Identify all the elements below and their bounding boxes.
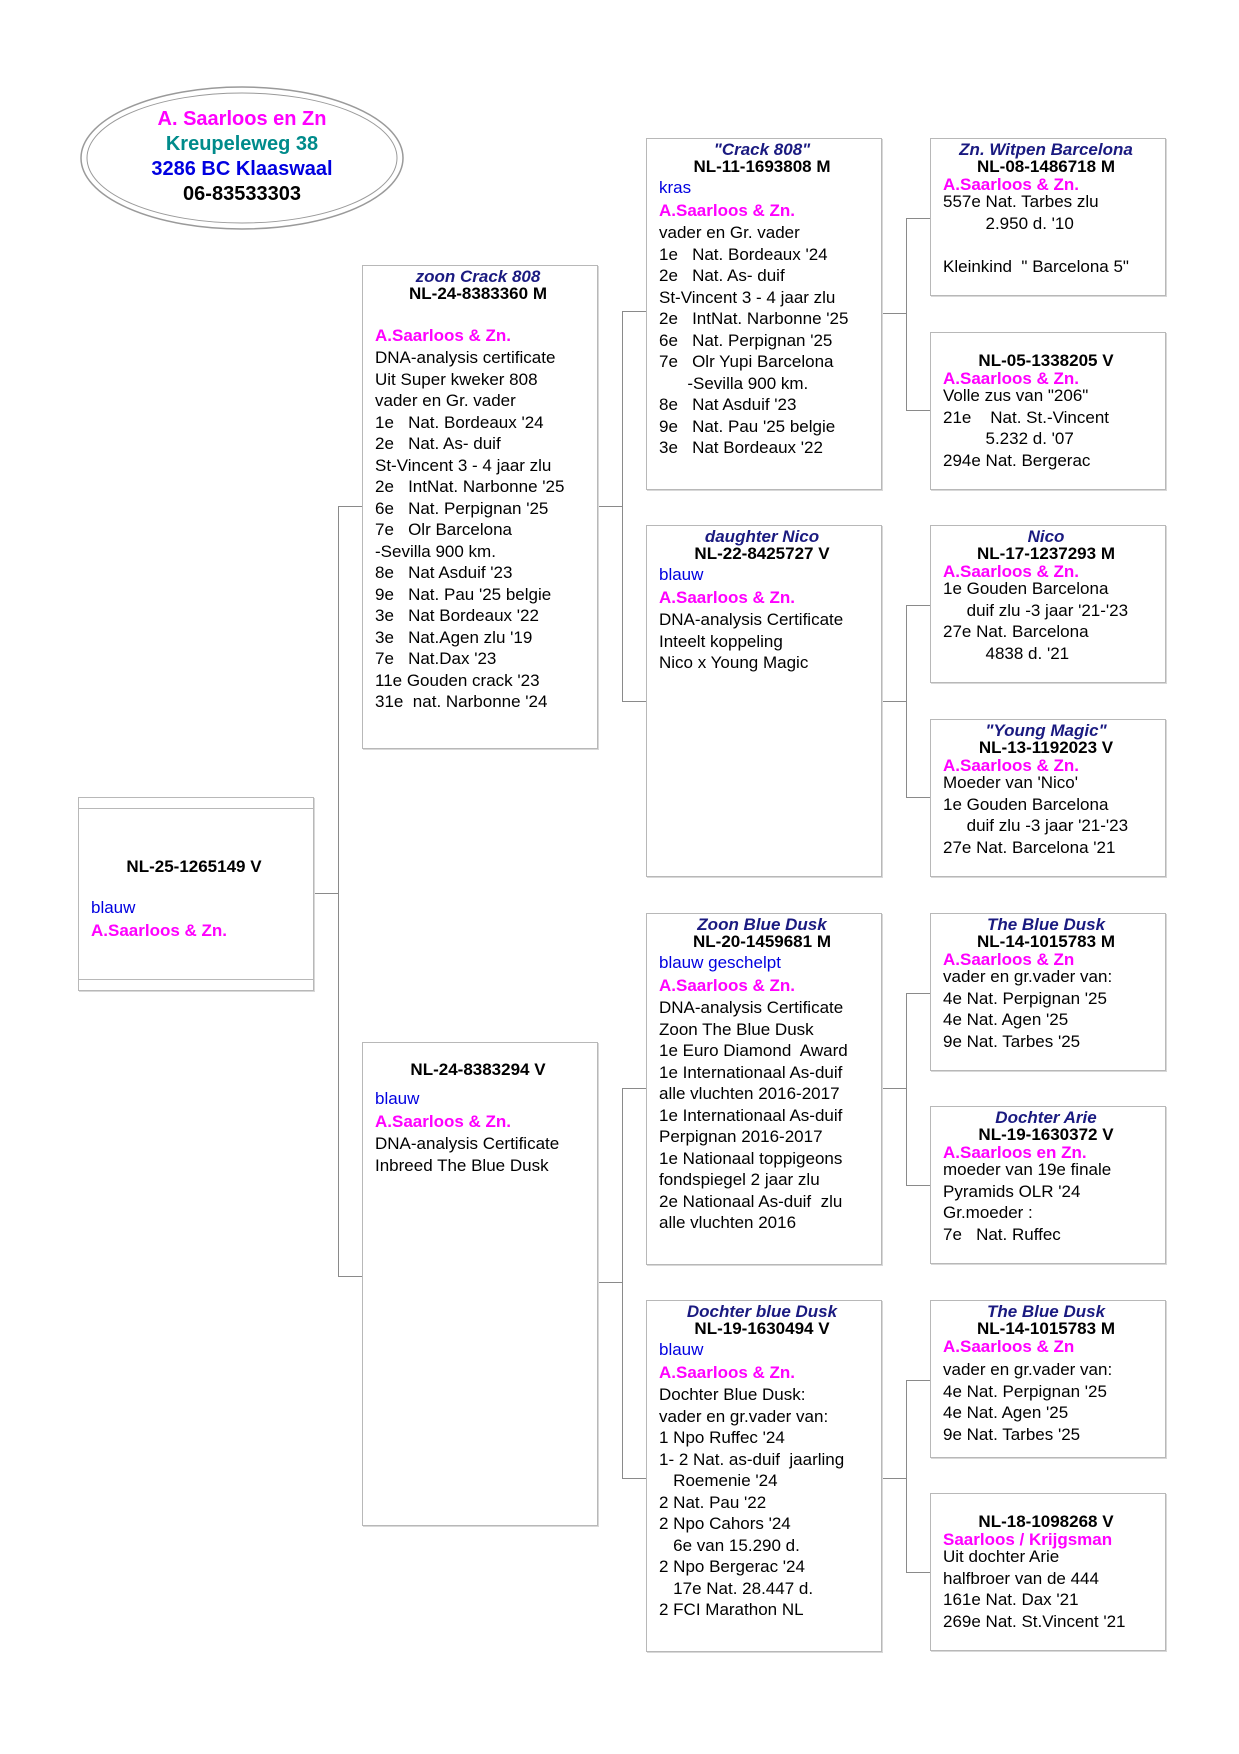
note-line: Volle zus van "206" <box>943 386 1089 405</box>
connector <box>338 506 363 507</box>
note-line: Nico x Young Magic <box>659 653 809 672</box>
note-line: 7e Nat. Ruffec <box>943 1224 1061 1244</box>
connector <box>881 701 907 702</box>
note-line: 2 FCI Marathon NL <box>659 1600 804 1619</box>
note-line: 161e Nat. Dax '21 <box>943 1590 1079 1609</box>
ddd-owner: Saarloos / Krijgsman <box>943 1530 1113 1549</box>
note-line: 2 Npo Bergerac '24 <box>659 1557 805 1576</box>
dss-owner: A.Saarloos & Zn <box>943 950 1075 969</box>
note-line: Inteelt koppeling <box>659 631 783 651</box>
note-line: duif zlu -3 jaar '21-'23 <box>943 600 1129 620</box>
sire-title: zoon Crack 808 <box>415 267 541 286</box>
connector <box>906 1572 931 1573</box>
connector <box>313 893 339 894</box>
sd-owner: A.Saarloos & Zn. <box>659 588 796 607</box>
note-line: Perpignan 2016-2017 <box>659 1127 823 1146</box>
ss-color: kras <box>659 178 692 197</box>
subject-ring-number: NL-25-1265149 V <box>126 857 262 876</box>
note-line: 1e Nationaal toppigeons <box>659 1148 843 1168</box>
note-line: 9e Nat. Pau '25 belgie <box>659 416 836 436</box>
note-line: 1 Npo Ruffec '24 <box>659 1428 785 1447</box>
connector <box>597 506 623 507</box>
dam-color: blauw <box>375 1089 420 1108</box>
connector <box>881 1088 907 1089</box>
dd-owner: A.Saarloos & Zn. <box>659 1363 796 1382</box>
note-line: 5.232 d. '07 <box>943 429 1074 448</box>
dam-card <box>362 1042 598 1526</box>
note-line: Moeder van 'Nico' <box>943 773 1078 792</box>
sire-card <box>362 265 598 749</box>
note-line: Uit Super kweker 808 <box>375 369 538 389</box>
note-line: 27e Nat. Barcelona '21 <box>943 837 1116 857</box>
dam-sire-card <box>646 913 882 1265</box>
connector <box>906 797 931 798</box>
connector <box>338 506 339 1276</box>
ds-title: Zoon Blue Dusk <box>697 915 827 934</box>
note-line: DNA-analysis Certificate <box>375 1134 560 1153</box>
note-line: moeder van 19e finale <box>943 1160 1112 1179</box>
sss-ring-number: NL-08-1486718 M <box>977 157 1115 176</box>
note-line: 8e Nat Asduif '23 <box>659 395 797 414</box>
note-line: 1e Nat. Bordeaux '24 <box>659 244 828 264</box>
note-line <box>943 234 1161 256</box>
connector <box>622 311 623 702</box>
note-line: duif zlu -3 jaar '21-'23 <box>943 816 1129 835</box>
breeder-name: A. Saarloos en Zn <box>157 108 327 130</box>
note-line: 31e nat. Narbonne '24 <box>375 692 548 711</box>
note-line: 2e Nat. As- duif <box>375 434 501 453</box>
note-line: 2 Nat. Pau '22 <box>659 1492 767 1512</box>
sire-owner: A.Saarloos & Zn. <box>375 326 512 345</box>
ggp-card-dsd <box>930 1106 1166 1264</box>
note-line: 269e Nat. St.Vincent '21 <box>943 1611 1126 1631</box>
note-line: 4e Nat. Perpignan '25 <box>943 988 1107 1008</box>
note-line: 3e Nat.Agen zlu '19 <box>375 627 533 647</box>
dsd-ring-number: NL-19-1630372 V <box>978 1125 1114 1144</box>
ggp-card-sds <box>930 525 1166 683</box>
connector <box>622 311 647 312</box>
connector <box>622 701 647 702</box>
note-line: fondspiegel 2 jaar zlu <box>659 1170 820 1189</box>
note-line: Zoon The Blue Dusk <box>659 1019 814 1039</box>
connector <box>906 605 907 798</box>
dam-dam-card <box>646 1300 882 1652</box>
note-line: DNA-analysis certificate <box>375 348 556 367</box>
dd-ring-number: NL-19-1630494 V <box>694 1319 830 1338</box>
dsd-title: Dochter Arie <box>995 1108 1097 1127</box>
ddd-ring-number: NL-18-1098268 V <box>978 1512 1114 1531</box>
note-line: DNA-analysis Certificate <box>659 998 844 1017</box>
dam-ring-number: NL-24-8383294 V <box>410 1060 546 1079</box>
note-line: 9e Nat. Pau '25 belgie <box>375 584 552 604</box>
note-line: Kleinkind " Barcelona 5" <box>943 256 1129 276</box>
note-line: St-Vincent 3 - 4 jaar zlu <box>659 287 836 307</box>
sds-title: Nico <box>1027 527 1065 546</box>
sss-owner: A.Saarloos & Zn. <box>943 175 1080 194</box>
dss-title: The Blue Dusk <box>986 915 1106 934</box>
note-line: 2 Npo Cahors '24 <box>659 1514 791 1533</box>
connector <box>338 1276 363 1277</box>
note-line: vader en gr.vader van: <box>659 1406 829 1426</box>
note-line: 1e Internationaal As-duif <box>659 1105 843 1125</box>
note-line: Gr.moeder : <box>943 1203 1033 1222</box>
connector <box>906 218 907 411</box>
ggp-card-dds <box>930 1300 1166 1458</box>
note-line: halfbroer van de 444 <box>943 1568 1099 1588</box>
sire-ring-number: NL-24-8383360 M <box>409 284 547 303</box>
note-line: Roemenie '24 <box>659 1471 778 1490</box>
note-line: St-Vincent 3 - 4 jaar zlu <box>375 455 552 475</box>
note-line: 21e Nat. St.-Vincent <box>943 407 1109 427</box>
ss-title: "Crack 808" <box>713 140 811 159</box>
dss-ring-number: NL-14-1015783 M <box>977 932 1115 951</box>
dds-title: The Blue Dusk <box>986 1302 1106 1321</box>
note-line: Uit dochter Arie <box>943 1547 1060 1566</box>
note-line: 294e Nat. Bergerac <box>943 450 1091 470</box>
ggp-card-ssd <box>930 332 1166 490</box>
sd-ring-number: NL-22-8425727 V <box>694 544 830 563</box>
dds-ring-number: NL-14-1015783 M <box>977 1319 1115 1338</box>
connector <box>906 993 931 994</box>
sire-notes <box>375 347 593 713</box>
ds-ring-number: NL-20-1459681 M <box>693 932 831 951</box>
note-line: Dochter Blue Dusk: <box>659 1385 806 1404</box>
breeder-phone: 06-83533303 <box>183 183 301 205</box>
connector <box>906 410 931 411</box>
note-line: 4838 d. '21 <box>943 643 1070 663</box>
connector <box>906 1185 931 1186</box>
note-line: 1- 2 Nat. as-duif jaarling <box>659 1449 845 1469</box>
connector <box>906 1380 907 1573</box>
note-line: DNA-analysis Certificate <box>659 610 844 629</box>
dd-color: blauw <box>659 1340 704 1359</box>
note-line: -Sevilla 900 km. <box>659 373 809 393</box>
note-line: 1e Euro Diamond Award <box>659 1041 848 1060</box>
note-line: 8e Nat Asduif '23 <box>375 563 513 582</box>
note-line: Pyramids OLR '24 <box>943 1181 1081 1201</box>
ggp-card-sss <box>930 138 1166 296</box>
note-line: vader en Gr. vader <box>375 391 516 410</box>
connector <box>906 605 931 606</box>
connector <box>622 1088 647 1089</box>
note-line: 27e Nat. Barcelona <box>943 622 1089 641</box>
sds-owner: A.Saarloos & Zn. <box>943 562 1080 581</box>
ds-color: blauw geschelpt <box>659 953 781 972</box>
note-line: 6e Nat. Perpignan '25 <box>659 330 833 350</box>
note-line: 2e IntNat. Narbonne '25 <box>375 477 565 496</box>
sdd-title: "Young Magic" <box>985 721 1107 740</box>
note-line: 9e Nat. Tarbes '25 <box>943 1031 1081 1051</box>
note-line: 557e Nat. Tarbes zlu <box>943 192 1099 211</box>
note-line: 1e Gouden Barcelona <box>943 579 1109 598</box>
connector <box>622 1088 623 1479</box>
note-line: 4e Nat. Agen '25 <box>943 1010 1069 1029</box>
sire-dam-card <box>646 525 882 877</box>
connector <box>597 1282 623 1283</box>
subject-owner: A.Saarloos & Zn. <box>91 921 228 940</box>
note-line: 7e Nat.Dax '23 <box>375 649 497 668</box>
note-line: 17e Nat. 28.447 d. <box>659 1578 814 1598</box>
connector <box>906 993 907 1186</box>
connector <box>906 218 931 219</box>
note-line: 2e Nat. As- duif <box>659 266 785 285</box>
note-line: 2e IntNat. Narbonne '25 <box>659 309 849 328</box>
note-line: alle vluchten 2016 <box>659 1213 797 1232</box>
note-line: 4e Nat. Perpignan '25 <box>943 1381 1107 1401</box>
ggp-card-dss <box>930 913 1166 1071</box>
connector <box>906 1380 931 1381</box>
sss-title: Zn. Witpen Barcelona <box>959 140 1133 159</box>
breeder-street: Kreupeleweg 38 <box>165 133 319 155</box>
ss-owner: A.Saarloos & Zn. <box>659 201 796 220</box>
dam-owner: A.Saarloos & Zn. <box>375 1112 512 1131</box>
note-line: alle vluchten 2016-2017 <box>659 1084 840 1103</box>
note-line: 3e Nat Bordeaux '22 <box>375 606 539 625</box>
note-line: 2e Nationaal As-duif zlu <box>659 1191 843 1211</box>
dd-title: Dochter blue Dusk <box>686 1302 838 1321</box>
ggp-card-sdd <box>930 719 1166 877</box>
note-line: vader en gr.vader van: <box>943 1360 1113 1379</box>
note-line: 1e Internationaal As-duif <box>659 1062 843 1082</box>
ssd-owner: A.Saarloos & Zn. <box>943 369 1080 388</box>
sds-ring-number: NL-17-1237293 M <box>977 544 1115 563</box>
note-line: 4e Nat. Agen '25 <box>943 1403 1069 1422</box>
note-line: 11e Gouden crack '23 <box>375 670 540 690</box>
note-line: vader en gr.vader van: <box>943 967 1113 986</box>
note-line: 6e Nat. Perpignan '25 <box>375 498 549 518</box>
breeder-city: 3286 BC Klaaswaal <box>151 158 333 180</box>
connector <box>622 1478 647 1479</box>
dsd-owner: A.Saarloos en Zn. <box>943 1143 1087 1162</box>
note-line: 9e Nat. Tarbes '25 <box>943 1424 1081 1444</box>
connector <box>881 313 907 314</box>
subject-color: blauw <box>91 898 136 917</box>
ggp-card-ddd <box>930 1493 1166 1651</box>
sdd-ring-number: NL-13-1192023 V <box>978 738 1114 757</box>
note-line: 3e Nat Bordeaux '22 <box>659 438 823 457</box>
subject-card <box>78 797 314 991</box>
ssd-ring-number: NL-05-1338205 V <box>978 351 1114 370</box>
note-line: 6e van 15.290 d. <box>659 1535 800 1555</box>
dds-owner: A.Saarloos & Zn <box>943 1337 1075 1356</box>
note-line: vader en Gr. vader <box>659 223 800 242</box>
ds-owner: A.Saarloos & Zn. <box>659 976 796 995</box>
note-line: 2.950 d. '10 <box>943 213 1074 233</box>
note-line: -Sevilla 900 km. <box>375 541 496 561</box>
sdd-owner: A.Saarloos & Zn. <box>943 756 1080 775</box>
connector <box>881 1478 907 1479</box>
note-line: 7e Olr Barcelona <box>375 520 513 539</box>
note-line: 1e Nat. Bordeaux '24 <box>375 412 544 432</box>
note-line: Inbreed The Blue Dusk <box>375 1155 549 1175</box>
note-line: 7e Olr Yupi Barcelona <box>659 352 834 371</box>
note-line: 1e Gouden Barcelona <box>943 794 1109 814</box>
sire-sire-card <box>646 138 882 490</box>
sd-title: daughter Nico <box>704 527 820 546</box>
ss-ring-number: NL-11-1693808 M <box>693 157 831 176</box>
sd-color: blauw <box>659 565 704 584</box>
